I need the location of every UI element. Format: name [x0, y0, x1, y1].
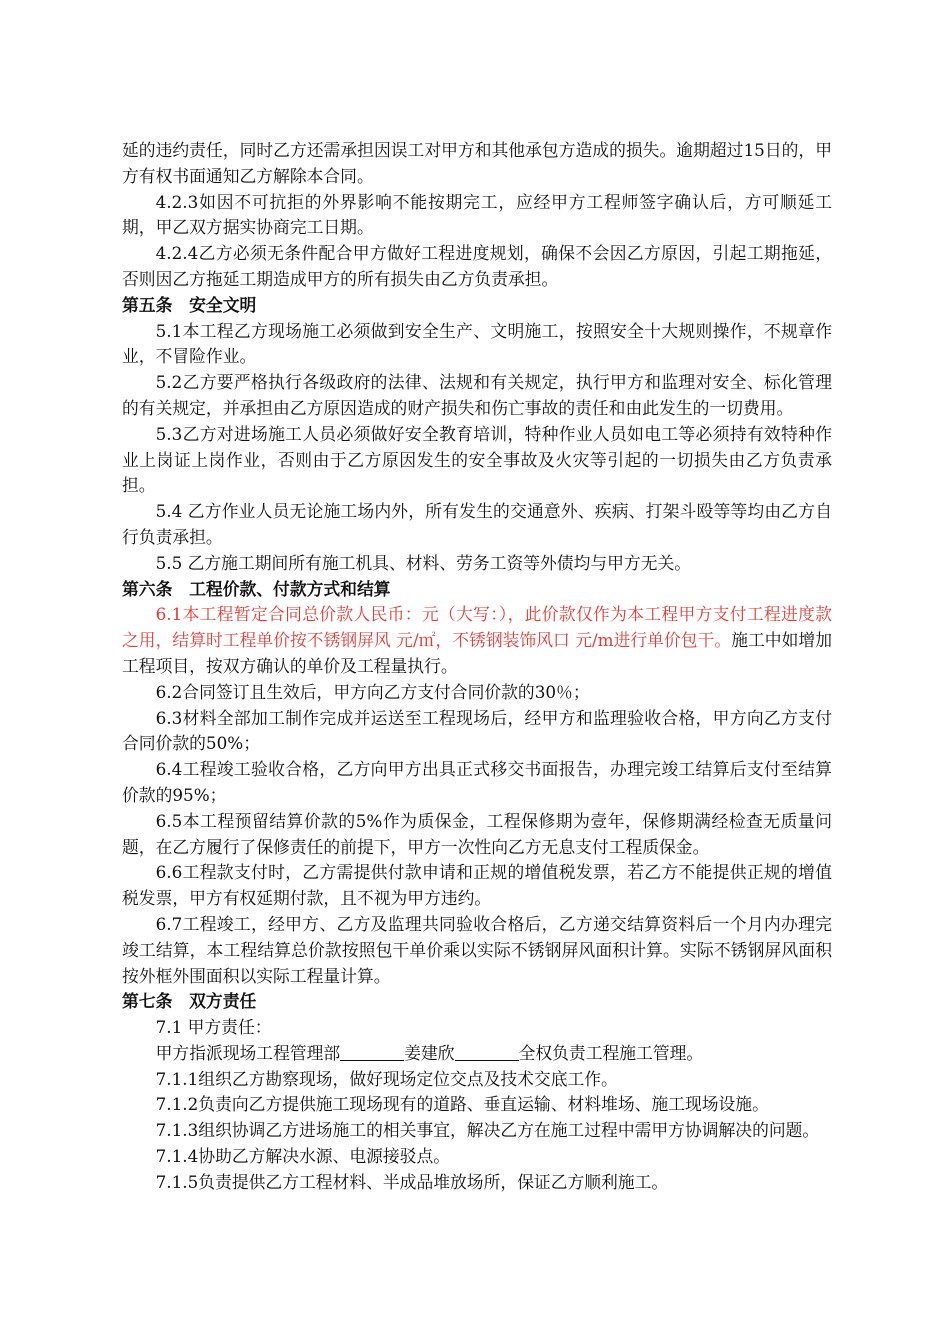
clause-7-1-3: 7.1.3组织协调乙方进场施工的相关事宜，解决乙方在施工过程中需甲方协调解决的问题。 — [155, 1120, 820, 1141]
clause-6-6: 6.6工程款支付时，乙方需提供付款申请和正规的增值税发票，若乙方不能提供正规的增值税发票，甲方有权延期付款，且不视为甲方违约。 — [122, 862, 832, 909]
assignment-prefix: 甲方指派现场工程管理部 — [155, 1042, 341, 1063]
clause-6-5: 6.5本工程预留结算价款的5%作为质保金，工程保修期为壹年，保修期满经检查无质量问题，在乙方履行了保修责任的前提下，甲方一次性向乙方无息支付工程质保金。 — [122, 810, 832, 857]
clause-6-1 — [122, 602, 832, 679]
clause-7-1-2: 7.1.2负责向乙方提供施工现场现有的道路、垂直运输、材料堆场、施工现场设施。 — [155, 1094, 769, 1115]
clause-4-2-2-tail: 延的违约责任，同时乙方还需承担因误工对甲方和其他承包方造成的损失。逾期超过15日的，甲方有权书面通知乙方解除本合同。 — [122, 140, 832, 186]
clause-6-1-rest: 施工中如增加工程项目，按双方确认的单价及工程量执行。 — [122, 630, 832, 676]
assignment-suffix: 全权负责工程施工管理。 — [518, 1042, 704, 1063]
clause-6-7: 6.7工程竣工，经甲方、乙方及监理共同验收合格后，乙方递交结算资料后一个月内办理完竣工结算，本工程结算总价款按照包干单价乘以实际不锈钢屏风面积计算。实际不锈钢屏风面积按外框外围面积以实际工程量计算。 — [122, 913, 832, 986]
clause-7-1-4: 7.1.4协助乙方解决水源、电源接驳点。 — [155, 1146, 451, 1167]
clause-6-4: 6.4工程竣工验收合格，乙方向甲方出具正式移交书面报告，办理完竣工结算后支付至结算价款的95%； — [122, 759, 832, 805]
clause-6-1-highlight: 6.1本工程暂定合同总价款人民币：元（大写：），此价款仅作为本工程甲方支付工程进度款之用，结算时工程单价按不锈钢屏风 元/㎡，不锈钢装饰风口 元/m进行单价包干。 — [122, 604, 832, 651]
blank-line — [455, 1044, 519, 1061]
clause-6-3: 6.3材料全部加工制作完成并运送至工程现场后，经甲方和监理验收合格，甲方向乙方支付合同价款的50%； — [122, 707, 832, 754]
clause-5-2: 5.2乙方要严格执行各级政府的法律、法规和有关规定，执行甲方和监理对安全、标化管理的有关规定，并承担由乙方原因造成的财产损失和伤亡事故的责任和由此发生的一切费用。 — [122, 372, 832, 418]
clause-7-1: 7.1 甲方责任： — [155, 1017, 272, 1038]
clause-4-2-4: 4.2.4乙方必须无条件配合甲方做好工程进度规划，确保不会因乙方原因，引起工期拖延，否则因乙方拖延工期造成甲方的所有损失由乙方负责承担。 — [122, 243, 832, 289]
clause-5-4: 5.4 乙方作业人员无论施工场内外，所有发生的交通意外、疾病、打架斗殴等等均由乙方自行负责承担。 — [122, 501, 832, 547]
contract-page — [122, 138, 832, 1196]
manager-name: 姜建欣 — [404, 1042, 455, 1063]
article-6-heading: 第六条 工程价款、付款方式和结算 — [122, 578, 391, 599]
clause-7-1-5: 7.1.5负责提供乙方工程材料、半成品堆放场所，保证乙方顺利施工。 — [155, 1171, 669, 1192]
article-7-heading: 第七条 双方责任 — [122, 991, 257, 1012]
clause-5-3: 5.3乙方对进场施工人员必须做好安全教育培训，特种作业人员如电工等必须持有效特种作业上岗证上岗作业，否则由于乙方原因发生的安全事故及火灾等引起的一切损失由乙方负责承担。 — [122, 423, 832, 496]
clause-4-2-3: 4.2.3如因不可抗拒的外界影响不能按期完工，应经甲方工程师签字确认后，方可顺延工期，甲乙双方据实协商完工日期。 — [122, 191, 832, 238]
blank-line — [340, 1044, 404, 1061]
clause-7-1-1: 7.1.1组织乙方勘察现场，做好现场定位交点及技术交底工作。 — [155, 1068, 618, 1089]
article-5-heading: 第五条 安全文明 — [122, 294, 257, 315]
clause-5-5: 5.5 乙方施工期间所有施工机具、材料、劳务工资等外债均与甲方无关。 — [155, 552, 692, 573]
clause-5-1: 5.1本工程乙方现场施工必须做到安全生产、文明施工，按照安全十大规则操作，不规章作业，不冒险作业。 — [122, 320, 832, 367]
clause-7-1-assignment — [122, 1041, 832, 1067]
clause-6-2: 6.2合同签订且生效后，甲方向乙方支付合同价款的30％； — [155, 681, 590, 702]
